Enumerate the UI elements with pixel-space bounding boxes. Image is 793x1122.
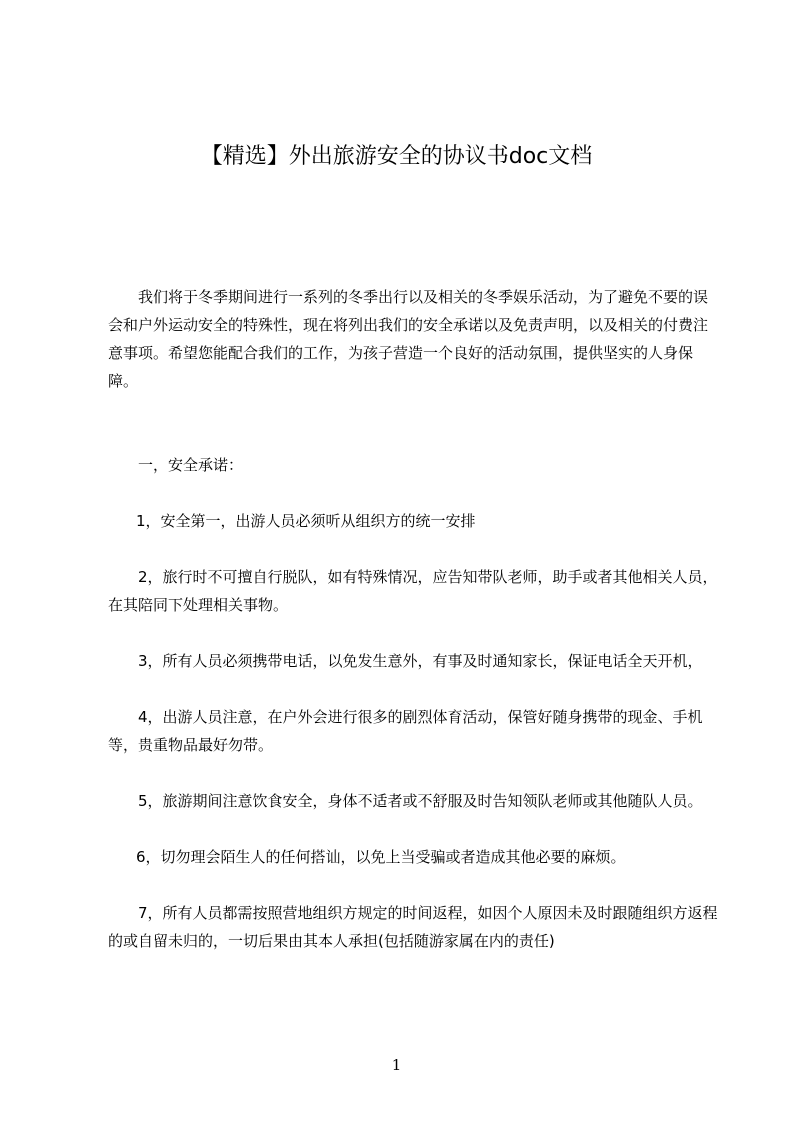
list-item bbox=[108, 507, 718, 535]
paragraph-gap bbox=[108, 619, 718, 647]
intro-text: 我们将于冬季期间进行一系列的冬季出行以及相关的冬季娱乐活动，为了避免不要的误会和户外运动安全的特殊性，现在将列出我们的安全承诺以及免责声明，以及相关的付费注意事项。希望您能配合我们的工作，为孩子营造一个良好的活动氛围，提供坚实的人身保障。 bbox=[108, 288, 709, 390]
list-item-text: 4，出游人员注意，在户外会进行很多的剧烈体育活动，保管好随身携带的现金、手机等，贵重物品最好勿带。 bbox=[108, 708, 703, 754]
list-item-text: 7，所有人员都需按照营地组织方规定的时间返程，如因个人原因未及时跟随组织方返程的或自留未归的，一切后果由其本人承担(包括随游家属在内的责任) bbox=[108, 904, 718, 950]
document-title: 【精选】外出旅游安全的协议书doc文档 bbox=[200, 144, 593, 169]
intro-paragraph bbox=[108, 283, 718, 395]
paragraph-gap bbox=[108, 535, 718, 563]
list-item bbox=[108, 563, 718, 619]
paragraph-gap bbox=[108, 815, 718, 843]
paragraph-gap bbox=[108, 871, 718, 899]
page-number: 1 bbox=[391, 1056, 402, 1074]
document-body bbox=[108, 283, 718, 955]
paragraph-gap bbox=[108, 759, 718, 787]
list-item-text: 3，所有人员必须携带电话，以免发生意外，有事及时通知家长，保证电话全天开机， bbox=[138, 652, 703, 670]
list-item-text: 5，旅游期间注意饮食安全，身体不适者或不舒服及时告知领队老师或其他随队人员。 bbox=[138, 792, 703, 810]
list-item-text: 1，安全第一，出游人员必须听从组织方的统一安排 bbox=[136, 512, 476, 530]
list-item bbox=[108, 647, 718, 675]
paragraph-gap bbox=[108, 675, 718, 703]
paragraph-gap bbox=[108, 395, 718, 423]
paragraph-gap bbox=[108, 423, 718, 451]
list-item bbox=[108, 843, 718, 871]
list-item bbox=[108, 787, 718, 815]
list-item bbox=[108, 899, 718, 955]
section-heading-paragraph bbox=[108, 451, 718, 479]
list-item bbox=[108, 703, 718, 759]
list-item-text: 2，旅行时不可擅自行脱队，如有特殊情况，应告知带队老师，助手或者其他相关人员，在其陪同下处理相关事物。 bbox=[108, 568, 718, 614]
paragraph-gap bbox=[108, 479, 718, 507]
list-item-text: 6，切勿理会陌生人的任何搭讪，以免上当受骗或者造成其他必要的麻烦。 bbox=[136, 848, 626, 866]
section-heading: 一，安全承诺： bbox=[138, 456, 244, 474]
